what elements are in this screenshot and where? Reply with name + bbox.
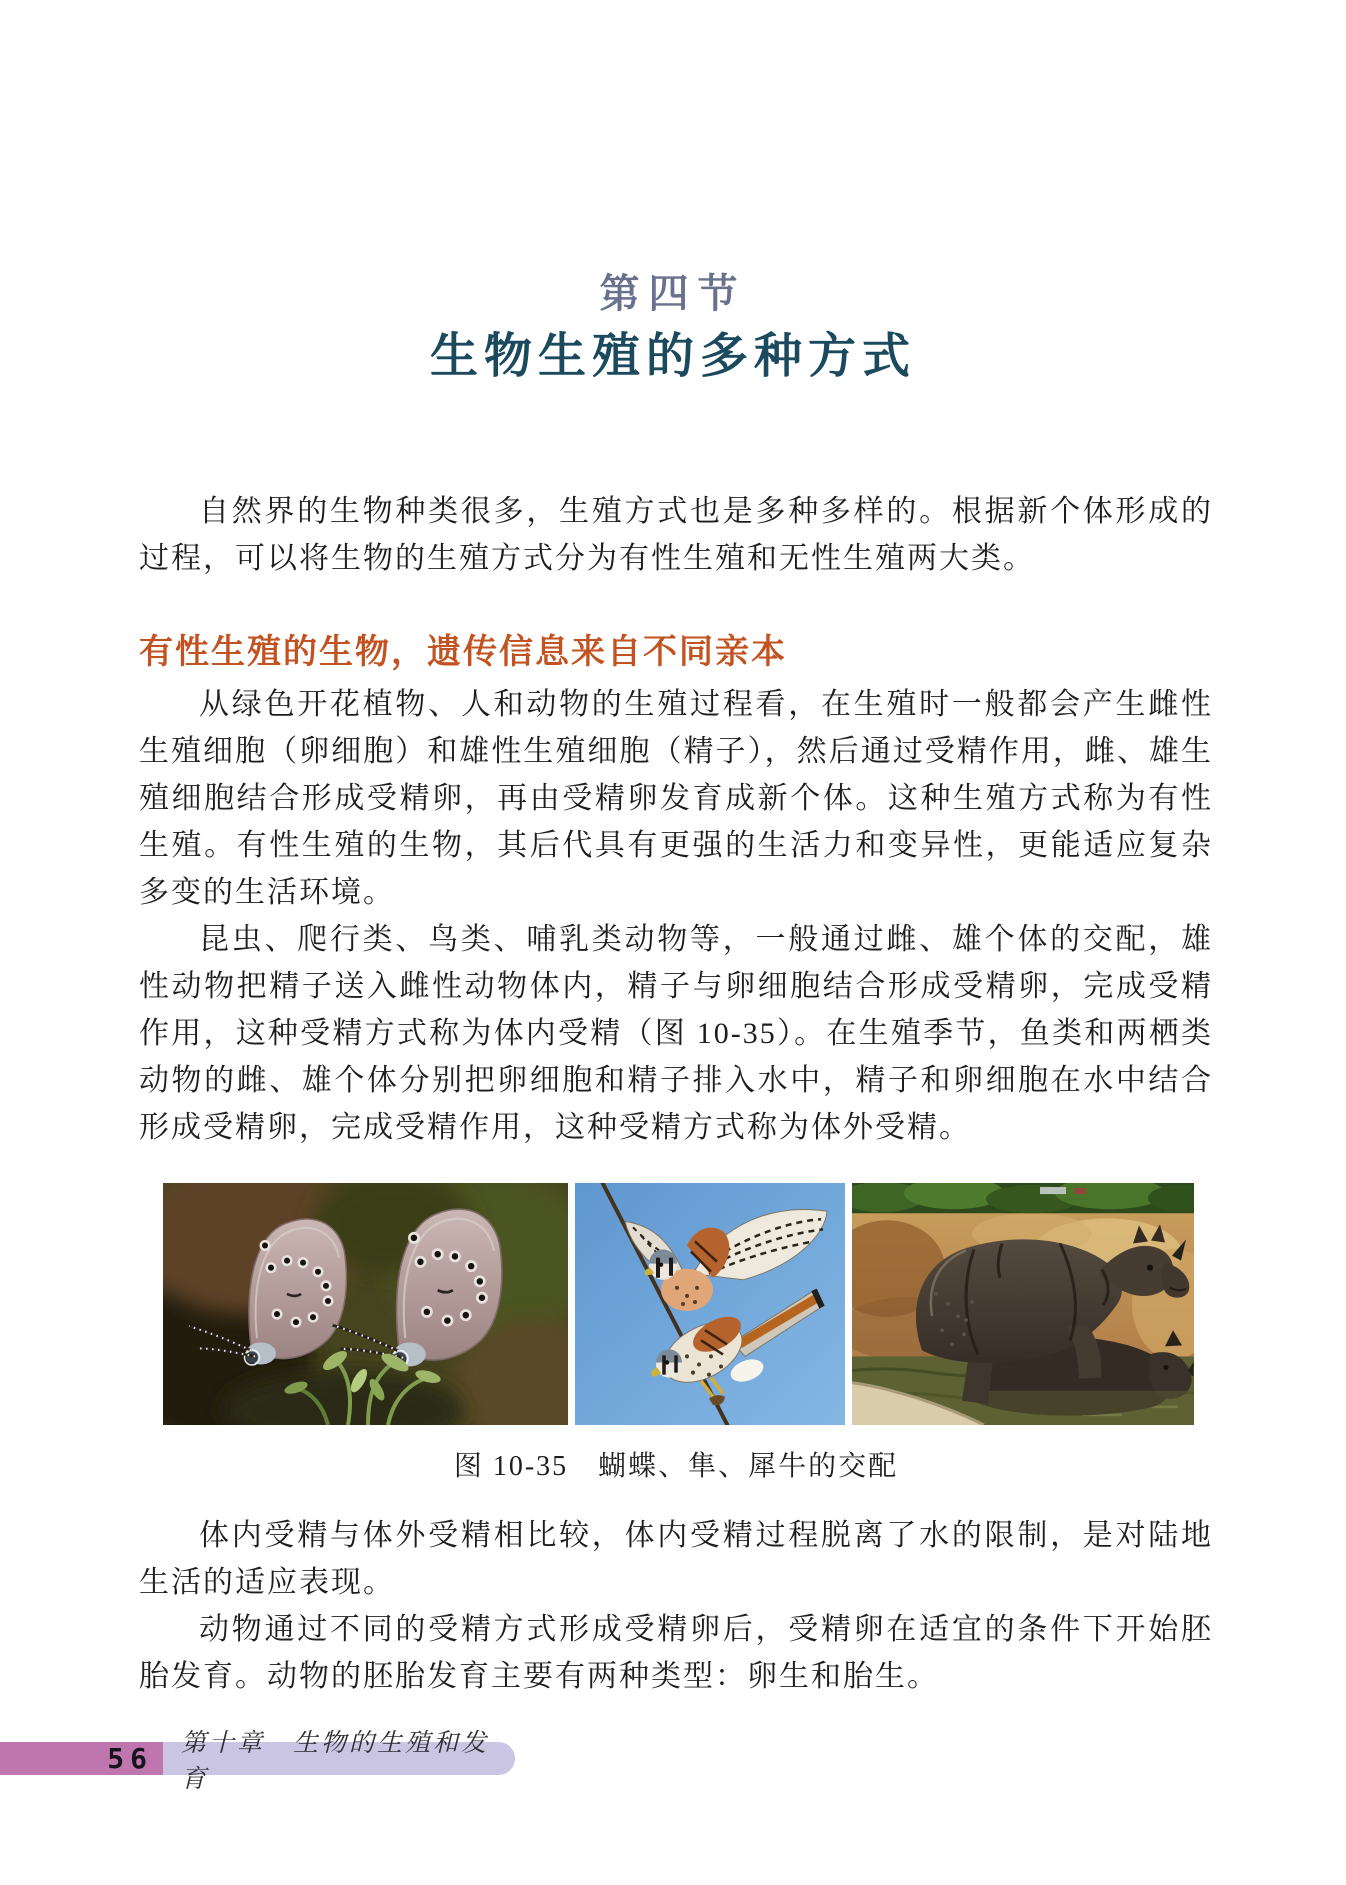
paragraph-comparison: 体内受精与体外受精相比较，体内受精过程脱离了水的限制，是对陆地生活的适应表现。 xyxy=(139,1519,1213,1599)
rhinos-mating-photo xyxy=(852,1183,1194,1425)
page-title: 生物生殖的多种方式 xyxy=(429,330,916,383)
chapter-title: 第十章 生物的生殖和发育 xyxy=(181,1729,490,1793)
figure-caption: 图 10-35 蝴蝶、隼、犀牛的交配 xyxy=(453,1451,899,1482)
paragraph-embryo-development: 动物通过不同的受精方式形成受精卵后，受精卵在适宜的条件下开始胚胎发育。动物的胚胎发育主要有两种类型：卵生和胎生。 xyxy=(139,1613,1213,1693)
footer-chapter-bar xyxy=(163,1729,515,1793)
kestrels-mating-photo xyxy=(575,1183,845,1425)
heading-sexual-reproduction: 有性生殖的生物，遗传信息来自不同亲本 xyxy=(139,633,787,671)
paragraph-fertilization: 昆虫、爬行类、鸟类、哺乳类动物等，一般通过雌、雄个体的交配，雄性动物把精子送入雌性动物体内，精子与卵细胞结合形成受精卵，完成受精作用，这种受精方式称为体内受精（图 10-35）。在生殖季节，鱼类和两栖类动物的雌、雄个体分别把卵细胞和精子排入水中，精子和卵细胞在水中结合形成受精卵，完成受精作用，这种受精方式称为体外受精。 xyxy=(139,923,1213,1144)
footer-page-number-block xyxy=(0,1742,163,1775)
paragraph-intro: 自然界的生物种类很多，生殖方式也是多种多样的。根据新个体形成的过程，可以将生物的生殖方式分为有性生殖和无性生殖两大类。 xyxy=(139,495,1213,575)
section-label: 第四节 xyxy=(599,272,747,316)
page-number: 56 xyxy=(107,1742,153,1775)
butterflies-mating-photo xyxy=(163,1183,568,1425)
paragraph-sexual-reproduction: 从绿色开花植物、人和动物的生殖过程看，在生殖时一般都会产生雌性生殖细胞（卵细胞）和雄性生殖细胞（精子），然后通过受精作用，雌、雄生殖细胞结合形成受精卵，再由受精卵发育成新个体。这种生殖方式称为有性生殖。有性生殖的生物，其后代具有更强的生活力和变异性，更能适应复杂多变的生活环境。 xyxy=(139,688,1213,909)
figure-10-35 xyxy=(0,1183,1346,1425)
